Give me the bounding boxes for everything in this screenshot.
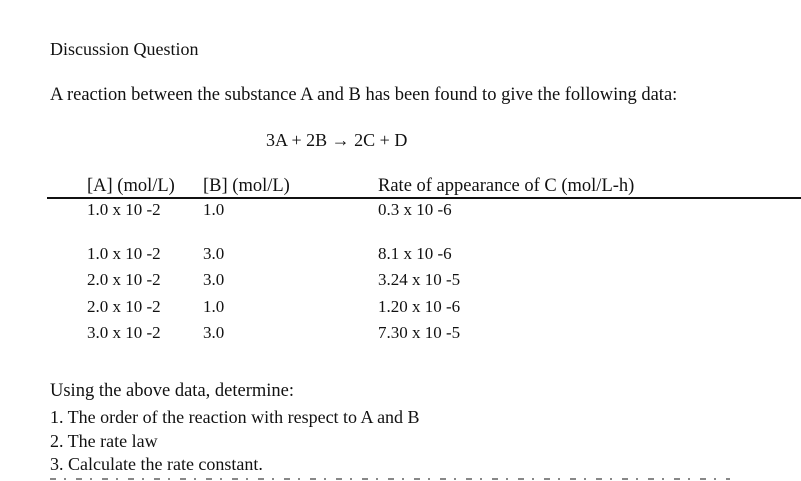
table-header-rule [47,197,801,199]
discussion-heading: Discussion Question [50,39,199,59]
table-row-5-b: 3.0 [203,323,225,342]
table-row-3-a: 2.0 x 10 -2 [87,270,161,289]
table-row-1-a: 1.0 x 10 -2 [87,200,161,219]
table-row-4-b: 1.0 [203,297,225,316]
column-header-rate: Rate of appearance of C (mol/L-h) [378,176,635,196]
column-header-b-concentration: [B] (mol/L) [203,176,290,196]
cut-off-text-line [50,476,730,481]
question-item-1: 1. The order of the reaction with respect to A and B [50,407,420,427]
reaction-equation: 3A + 2B → 2C + D [266,130,408,150]
question-item-3: 3. Calculate the rate constant. [50,454,263,474]
table-row-5-rate: 7.30 x 10 -5 [378,323,461,342]
table-row-2-rate: 8.1 x 10 -6 [378,244,452,263]
table-row-4-a: 2.0 x 10 -2 [87,297,161,316]
table-row-4-rate: 1.20 x 10 -6 [378,297,461,316]
table-row-1-rate: 0.3 x 10 -6 [378,200,452,219]
table-row-3-b: 3.0 [203,270,225,289]
table-row-3-rate: 3.24 x 10 -5 [378,270,461,289]
table-row-1-b: 1.0 [203,200,225,219]
table-row-2-b: 3.0 [203,244,225,263]
table-row-2-a: 1.0 x 10 -2 [87,244,161,263]
question-item-2: 2. The rate law [50,431,158,451]
problem-intro: A reaction between the substance A and B has been found to give the following data: [50,85,678,105]
questions-intro: Using the above data, determine: [50,381,295,401]
table-row-5-a: 3.0 x 10 -2 [87,323,161,342]
column-header-a-concentration: [A] (mol/L) [87,176,175,196]
